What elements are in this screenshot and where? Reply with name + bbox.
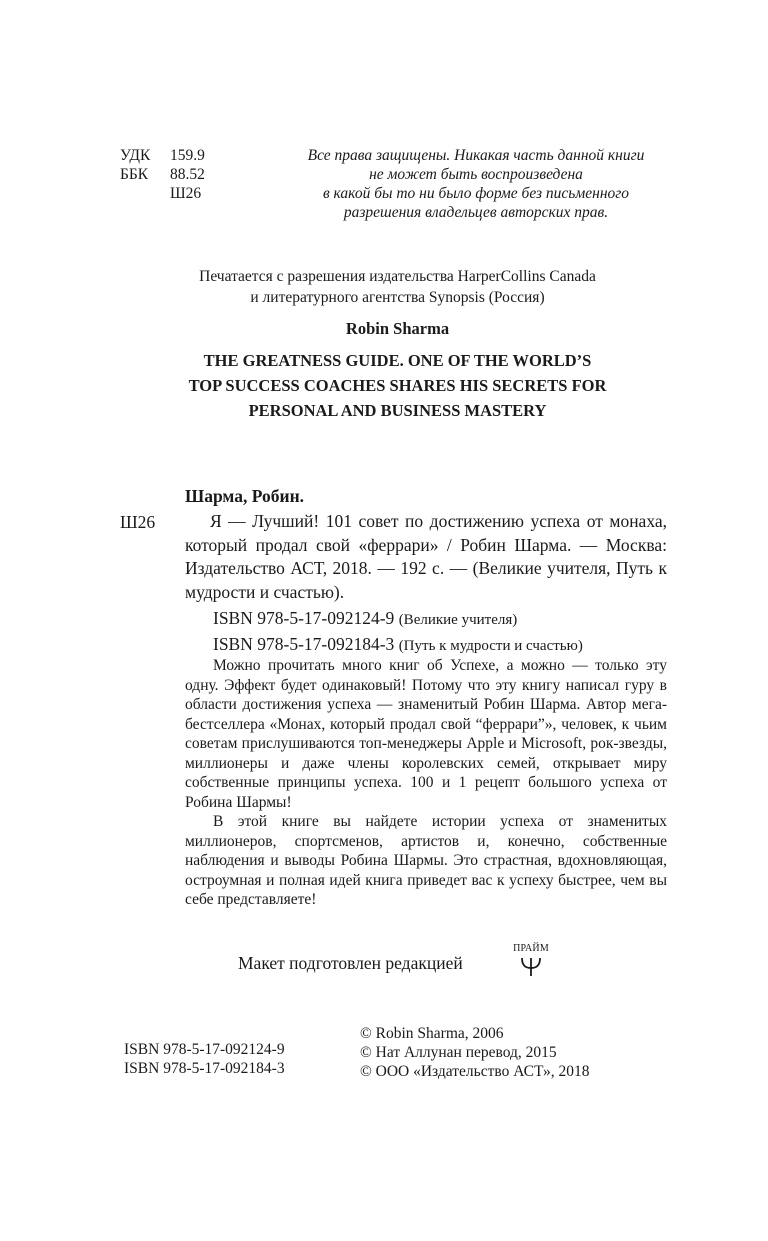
catalog-isbn-item (213, 632, 583, 658)
permission-line: и литературного агентства Synopsis (Россия) (250, 289, 545, 306)
prepared-by-text: Макет подготовлен редакцией (238, 953, 463, 973)
copyright-line: © Robin Sharma, 2006 (360, 1025, 504, 1042)
rights-line: разрешения владельцев авторских прав. (343, 204, 609, 221)
bottom-isbn: ISBN 978-5-17-092124-9 (124, 1041, 285, 1058)
catalog-description: Я — Лучший! 101 совет по достижению успеха от монаха, который продал свой «феррари» / Робин Шарма. — Москва: Издательство АСТ, 2018. — 192 с. — (Великие учителя, Путь к мудрости и счастью). (185, 511, 667, 603)
bbk-label: ББК (120, 166, 149, 183)
isbn-series: (Путь к мудрости и счастью) (398, 638, 583, 654)
permission-line: Печатается с разрешения издательства HarperCollins Canada (199, 268, 596, 285)
permission-notice (120, 266, 675, 308)
psi-icon (520, 955, 542, 977)
rights-line: не может быть воспроизведена (369, 166, 583, 183)
classification-codes (120, 146, 205, 203)
catalog-author-heading: Шарма, Робин. (185, 486, 305, 506)
catalog-isbn-list (213, 606, 583, 658)
udk-value: 159.9 (170, 147, 205, 164)
original-title-line: PERSONAL AND BUSINESS MASTERY (248, 401, 547, 420)
annotation-paragraph: Можно прочитать много книг об Успехе, а можно — только эту одну. Эффект будет одинаковый! Потому что эту книгу написал гуру в области достижения успеха — знаменитый Робин Шарма. Автор мега-бестселлера «Монах, который продал свой “феррари”», человек, к чьим советам прислушиваются топ-менеджеры Apple и Microsoft, рок-звезды, миллионеры и даже члены королевских семей, открывает миру собственные принципы успеха. 100 и 1 рецепт большого успеха от Робина Шармы! (185, 657, 667, 811)
catalog-code: Ш26 (120, 512, 156, 532)
udk-row (120, 146, 205, 165)
rights-line: в какой бы то ни было форме без письменного (322, 185, 630, 202)
original-title (120, 348, 675, 423)
bbk-row (120, 165, 205, 184)
copyright-line: © Нат Аллунан перевод, 2015 (360, 1044, 557, 1061)
original-title-line: THE GREATNESS GUIDE. ONE OF THE WORLD’S (203, 351, 592, 370)
rights-line: Все права защищены. Никакая часть данной книги (307, 147, 645, 164)
rights-notice (278, 146, 674, 222)
annotation-paragraph: В этой книге вы найдете истории успеха от знаменитых миллионеров, спортсменов, артистов и, конечно, собственные наблюдения и выводы Робина Шармы. Это страстная, вдохновляющая, остроумная и полная идей книга приведет вас к успеху быстрее, чем вы себе представляете! (185, 813, 667, 908)
udk-label: УДК (120, 147, 151, 164)
isbn-number: ISBN 978-5-17-092184-3 (213, 634, 395, 654)
isbn-series: (Великие учителя) (398, 612, 518, 628)
copyright-list (360, 1024, 590, 1081)
annotation (185, 656, 667, 910)
prime-logo (508, 943, 558, 977)
bbk-value: 88.52 (170, 166, 205, 183)
catalog-isbn-item (213, 606, 583, 632)
original-title-line: TOP SUCCESS COACHES SHARES HIS SECRETS FOR (188, 376, 607, 395)
prime-logo-text: ПРАЙМ (513, 943, 549, 954)
bottom-isbn: ISBN 978-5-17-092184-3 (124, 1060, 285, 1077)
isbn-number: ISBN 978-5-17-092124-9 (213, 608, 395, 628)
original-author: Robin Sharma (345, 319, 450, 338)
copyright-line: © ООО «Издательство АСТ», 2018 (360, 1063, 590, 1080)
author-mark: Ш26 (170, 185, 202, 202)
bottom-isbn-list (124, 1040, 285, 1078)
